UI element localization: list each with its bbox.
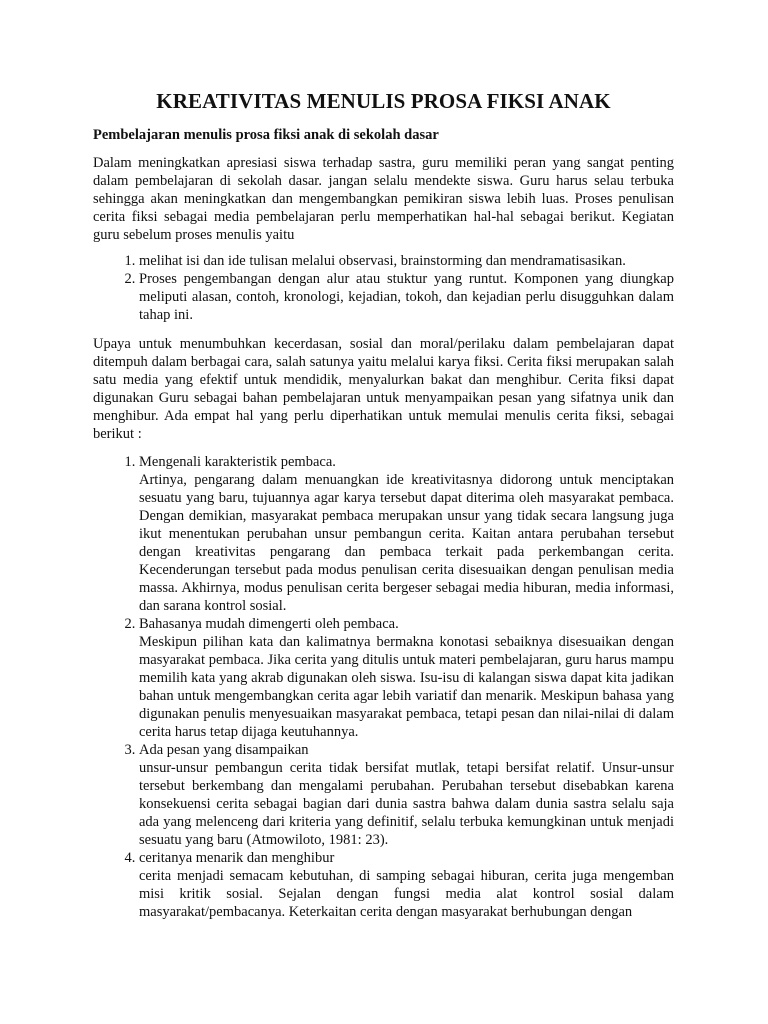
list-item — [139, 615, 674, 741]
list-item-title: 2. Bahasanya mudah dimengerti oleh pembaca. — [139, 616, 399, 632]
writing-tips-list — [93, 453, 674, 921]
list-item — [139, 741, 674, 849]
list-item: 1. melihat isi dan ide tulisan melalui observasi, brainstorming dan mendramatisasikan. — [139, 252, 674, 270]
list-item-title: 3. Ada pesan yang disampaikan — [139, 742, 309, 758]
list-item-body: cerita menjadi semacam kebutuhan, di samping sebagai hiburan, cerita juga mengemban misi kritik sosial. Sejalan dengan fungsi media alat kontrol sosial dalam masyarakat/pembacanya. Keterkaitan cerita dengan masyarakat berhubungan dengan — [139, 868, 674, 920]
body-paragraph: Upaya untuk menumbuhkan kecerdasan, sosial dan moral/perilaku dalam pembelajaran dapat ditempuh dalam berbagai cara, salah satunya yaitu melalui karya fiksi. Cerita fiksi merupakan salah satu media yang efektif untuk mendidik, menyalurkan bakat dan menghibur. Cerita fiksi dapat digunakan Guru sebagai bahan pembelajaran untuk menyampaikan pesan yang sifatnya unik dan menghibur. Ada empat hal yang perlu diperhatikan untuk memulai menulis cerita fiksi, sebagai berikut : — [93, 336, 674, 442]
section-subtitle: Pembelajaran menulis prosa fiksi anak di sekolah dasar — [93, 127, 439, 143]
list-item: 2. Proses pengembangan dengan alur atau stuktur yang runtut. Komponen yang diungkap meliputi alasan, contoh, kronologi, kejadian, tokoh, dan kejadian perlu disugguhkan dalam tahap ini. — [139, 270, 674, 324]
preparation-list — [93, 252, 674, 324]
list-item-body: Artinya, pengarang dalam menuangkan ide kreativitasnya didorong untuk menciptakan sesuatu yang baru, tujuannya agar karya tersebut dapat diterima oleh masyarakat pembaca. Dengan demikian, masyarakat pembaca merupakan unsur yang tidak secara langsung juga ikut menentukan perubahan unsur pembangun cerita. Kaitan antara perubahan tersebut dengan kreativitas pengarang dan pembaca terkait pada perkembangan cerita. Kecenderungan tersebut pada modus penulisan cerita disesuaikan dengan penulisan media massa. Akhirnya, modus penulisan cerita bergeser sebagai media hiburan, media informasi, dan sarana kontrol sosial. — [139, 472, 674, 614]
list-item — [139, 849, 674, 921]
intro-paragraph: Dalam meningkatkan apresiasi siswa terhadap sastra, guru memiliki peran yang sangat penting dalam pembelajaran di sekolah dasar. jangan selalu mendekte siswa. Guru harus selau terbuka sehingga akan meningkatkan dan mengembangkan pemikiran siswa lebih luas. Proses penulisan cerita fiksi sebagai media pembelajaran perlu memperhatikan hal-hal sebagai berikut. Kegiatan guru sebelum proses menulis yaitu — [93, 155, 674, 243]
list-item-body: Meskipun pilihan kata dan kalimatnya bermakna konotasi sebaiknya disesuaikan dengan masyarakat pembaca. Jika cerita yang ditulis untuk materi pembelajaran, guru harus mampu memilih kata yang akrab digunakan oleh siswa. Isu-isu di kalangan siswa dapat kita jadikan bahan untuk mengembangkan cerita agar lebih variatif dan menarik. Meskipun bahasa yang digunakan penulis menyesuaikan masyarakat pembaca, tetapi pesan dan nilai-nilai di dalam cerita harus tetap dijaga keutuhannya. — [139, 634, 674, 740]
page-title: KREATIVITAS MENULIS PROSA FIKSI ANAK — [156, 89, 611, 113]
list-item-body: unsur-unsur pembangun cerita tidak bersifat mutlak, tetapi bersifat relatif. Unsur-unsur tersebut berkembang dan mengalami perubahan. Perubahan tersebut disebabkan karena konsekuensi cerita sebagai bagian dari dunia sastra bahwa dalam dunia sastra selalu saja ada yang melenceng dari kriteria yang definitif, selalu terbuka kemungkinan untuk menjadi sesuatu yang baru (Atmowiloto, 1981: 23). — [139, 760, 674, 848]
list-item — [139, 453, 674, 615]
list-item-title: 1. Mengenali karakteristik pembaca. — [139, 454, 336, 470]
list-item-title: 4. ceritanya menarik dan menghibur — [139, 850, 335, 866]
